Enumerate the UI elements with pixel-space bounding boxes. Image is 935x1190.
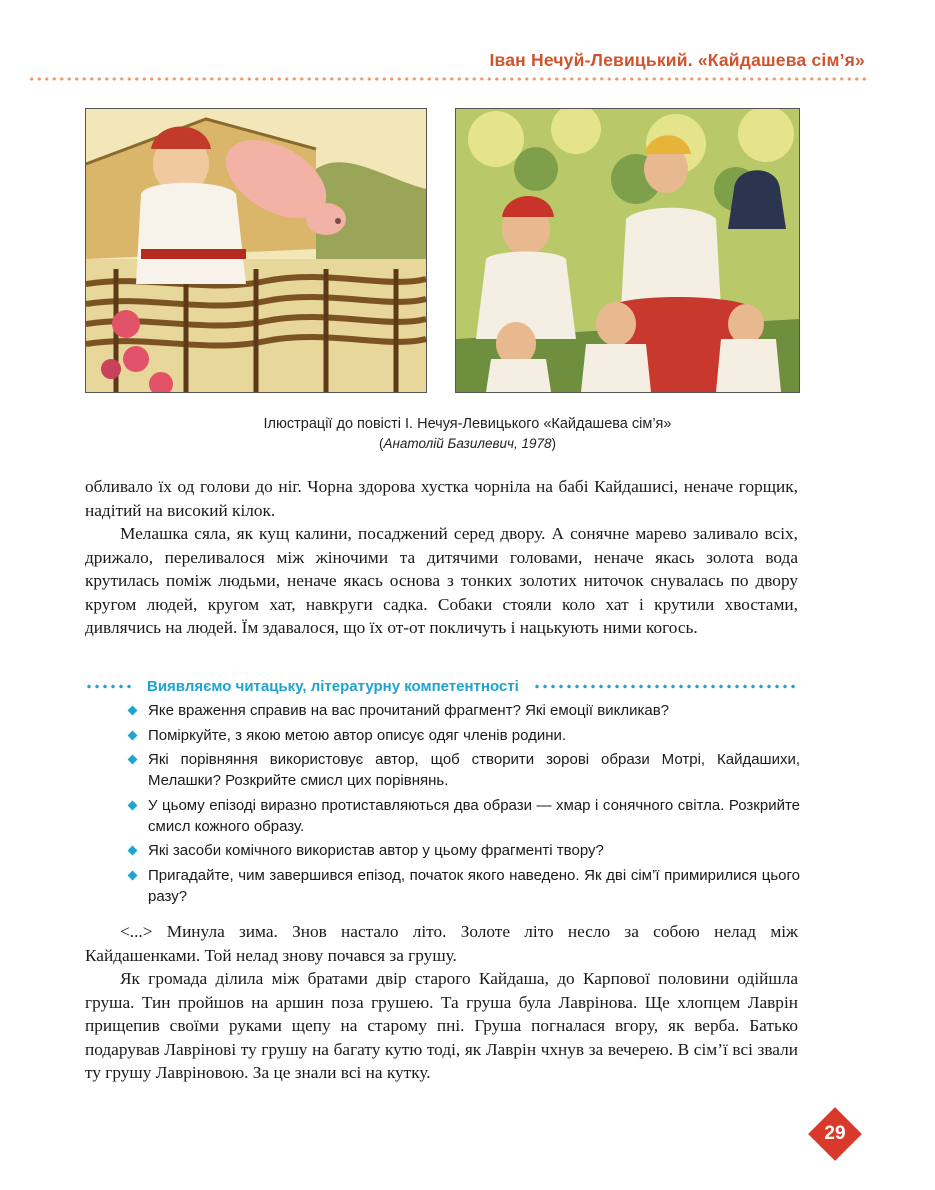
question-text: Поміркуйте, з якою метою автор описує одяг членів родини. xyxy=(148,726,567,744)
paragraph: обливало їх од голови до ніг. Чорна здорова хустка чорніла на бабі Кайдашисі, неначе горщик, надітий на високий кілок. xyxy=(85,477,798,520)
question-text: Яке враження справив на вас прочитаний фрагмент? Які емоції викликав? xyxy=(148,702,670,719)
page-number: 29 xyxy=(824,1123,846,1144)
figure-caption xyxy=(0,416,935,451)
story-text-block-2 xyxy=(85,920,798,1085)
question-text: У цьому епізоді виразно протиставляються два образи — хмар і сонячного світла. Розкрийте смисл кожного образу. xyxy=(148,796,800,835)
caption-paren-open: ( xyxy=(378,436,384,451)
diamond-bullet-icon xyxy=(128,730,138,740)
paragraph: <...> Минула зима. Знов настало літо. Золоте літо несло за собою нелад між Кайдашенками. Той нелад знову почався за грушу. xyxy=(85,922,798,965)
diamond-bullet-icon xyxy=(128,870,138,880)
question-item xyxy=(128,865,800,907)
question-item xyxy=(128,749,800,791)
story-text-block-1 xyxy=(85,475,798,640)
question-item xyxy=(128,700,800,721)
dotted-decoration xyxy=(85,684,135,689)
question-text: Які засоби комічного використав автор у цьому фрагменті твору? xyxy=(148,842,604,859)
header-dotted-divider xyxy=(28,77,867,81)
question-list xyxy=(128,700,800,910)
diamond-bullet-icon xyxy=(128,706,138,716)
question-text: Пригадайте, чим завершився епізод, початок якого наведено. Як дві сім’ї примирилися цього разу? xyxy=(148,866,800,905)
caption-paren-close: ) xyxy=(551,436,557,451)
running-header-title: Іван Нечуй-Левицький. «Кайдашева сім’я» xyxy=(489,50,865,70)
caption-author: Анатолій Базилевич, 1978 xyxy=(383,436,552,451)
illustration-woman-with-pig xyxy=(85,108,427,393)
question-text: Які порівняння використовує автор, щоб створити зорові образи Мотрі, Кайдашихи, Мелашки? Розкрийте смисл цих порівнянь. xyxy=(148,751,800,789)
caption-line-2 xyxy=(0,436,935,451)
page-number-badge xyxy=(808,1107,862,1161)
section-heading-text: Виявляємо читацьку, літературну компетентності xyxy=(147,677,519,695)
paragraph: Як громада ділила між братами двір старого Кайдаша, до Карпової половини одійшла груша. Тин пройшов на аршин поза грушею. Та груша була Лаврінова. Ще хлопцем Лаврін прищепив своїми руками щепу на старому пні. Груша погналася вгору, як верба. Батько подарував Лаврінові ту грушу на багату кутю тоді, як Лаврін чхнув за вечерею. В сім’ї всі звали ту грушу Лавріновою. За це знали всі на кутку. xyxy=(85,969,798,1082)
diamond-bullet-icon xyxy=(128,755,138,765)
diamond-bullet-icon xyxy=(128,800,138,810)
caption-line-1: Ілюстрації до повісті І. Нечуя-Левицького «Кайдашева сім’я» xyxy=(263,416,672,432)
question-item xyxy=(128,725,800,746)
diamond-bullet-icon xyxy=(128,846,138,856)
question-item xyxy=(128,795,800,837)
section-heading xyxy=(85,676,798,696)
paragraph: Мелашка сяла, як кущ калини, посаджений серед двору. А сонячне марево заливало всіх, дрижало, переливалося між жіночими та дитячими головами, неначе якась золота вода крутилась поміж людьми, неначе якась основа з тонких золотих ниточок снувалась по двору кругом людей, кругом хат, навкруги садка. Собаки стояли коло хат і крутили хвостами, дивлячись на людей. Їм здавалося, що їх от-от покличуть і нацькують ними когось. xyxy=(85,524,798,637)
dotted-decoration xyxy=(533,684,798,689)
illustration-family-quarrel xyxy=(455,108,800,393)
question-item xyxy=(128,840,800,861)
